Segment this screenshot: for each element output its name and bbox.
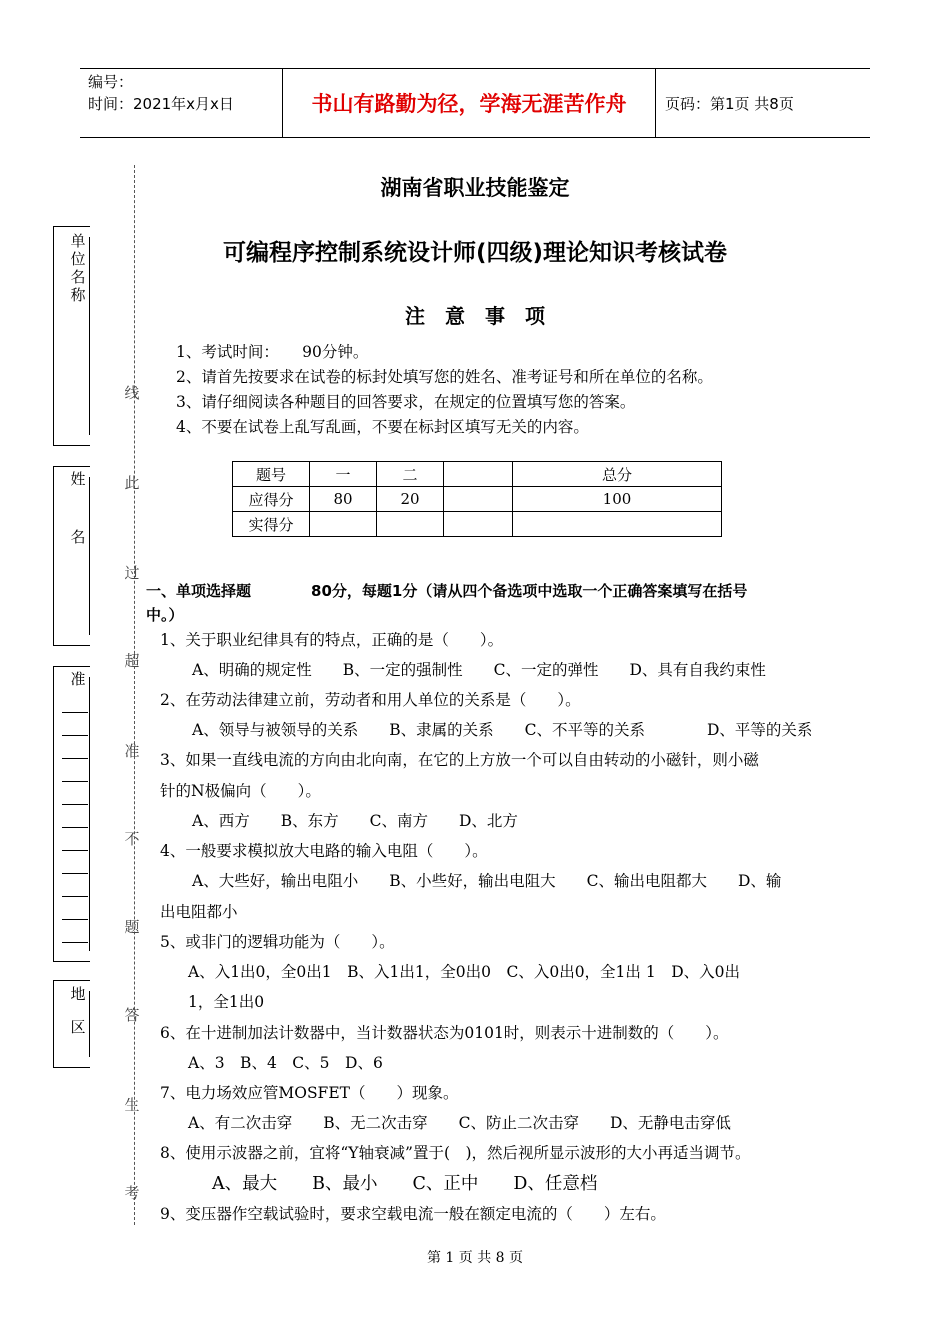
question-stem: 7、电力场效应管MOSFET（ ）现象。 <box>160 1084 459 1102</box>
question-options-cont: 1，全1出0 <box>188 993 265 1011</box>
cut-char: 题 <box>124 918 140 936</box>
section-heading-line2: 中。） <box>146 606 184 624</box>
question-stem: 1、关于职业纪律具有的特点，正确的是（ ）。 <box>160 631 504 649</box>
question-stem: 3、如果一直线电流的方向由北向南，在它的上方放一个可以自由转动的小磁针，则小磁 <box>160 751 759 769</box>
ticket-char: 准 <box>70 670 86 688</box>
header-meta <box>88 71 283 115</box>
unit-label: 单位名称 <box>70 232 86 304</box>
question-options-cont: 出电阻都小 <box>160 903 238 921</box>
question-stem: 2、在劳动法律建立前，劳动者和用人单位的关系是（ ）。 <box>160 691 581 709</box>
table-row <box>233 512 722 537</box>
cut-char: 线 <box>124 384 140 402</box>
cut-char: 考 <box>124 1184 140 1202</box>
notice-item: 3、请仔细阅读各种题目的回答要求，在规定的位置填写您的答案。 <box>176 393 636 411</box>
table-cell <box>444 512 513 537</box>
exam-title: 可编程序控制系统设计师(四级)理论知识考核试卷 <box>222 240 728 266</box>
region-label-b: 区 <box>70 1018 86 1036</box>
question-options: A、领导与被领导的关系 B、隶属的关系 C、不平等的关系 D、平等的关系 <box>192 721 813 739</box>
table-row <box>233 462 722 487</box>
table-cell: 20 <box>377 487 444 512</box>
section-heading-line1: 一、单项选择题 80分，每题1分（请从四个备选项中选取一个正确答案填写在括号 <box>146 582 748 600</box>
table-cell <box>444 462 513 487</box>
table-cell: 100 <box>513 487 722 512</box>
cut-char: 不 <box>124 830 140 848</box>
cut-char: 生 <box>124 1096 140 1114</box>
table-cell <box>513 512 722 537</box>
region-label-a: 地 <box>70 985 86 1003</box>
org-title: 湖南省职业技能鉴定 <box>380 176 570 200</box>
motto: 书山有路勤为径，学海无涯苦作舟 <box>282 69 656 137</box>
page-header <box>80 68 870 138</box>
question-options: A、入1出0，全0出1 B、入1出1，全0出0 C、入0出0，全1出 1 D、入0出 <box>188 963 741 981</box>
table-cell: 一 <box>310 462 377 487</box>
notice-item: 4、不要在试卷上乱写乱画，不要在标封区填写无关的内容。 <box>176 418 589 436</box>
table-cell: 80 <box>310 487 377 512</box>
page-counter: 页码：第1页 共8页 <box>665 94 794 113</box>
ticket-grid <box>62 690 88 948</box>
cut-char: 准 <box>124 742 140 760</box>
question-stem-cont: 针的N极偏向（ ）。 <box>160 782 321 800</box>
number-label: 编号： <box>88 73 134 91</box>
question-stem: 8、使用示波器之前，宜将“Y轴衰减”置于( )，然后视所显示波形的大小再适当调节。 <box>160 1144 751 1162</box>
table-cell <box>377 512 444 537</box>
question-options: A、最大 B、最小 C、正中 D、任意档 <box>212 1174 598 1194</box>
notice-item: 2、请首先按要求在试卷的标封处填写您的姓名、准考证号和所在单位的名称。 <box>176 368 713 386</box>
table-cell <box>310 512 377 537</box>
question-stem: 6、在十进制加法计数器中，当计数器状态为0101时，则表示十进制数的（ ）。 <box>160 1024 729 1042</box>
question-stem: 4、一般要求模拟放大电路的输入电阻（ ）。 <box>160 842 488 860</box>
name-box <box>53 466 90 646</box>
question-options: A、3 B、4 C、5 D、6 <box>188 1054 383 1072</box>
table-cell: 题号 <box>233 462 310 487</box>
table-cell <box>444 487 513 512</box>
question-stem: 5、或非门的逻辑功能为（ ）。 <box>160 933 395 951</box>
notice-item: 1、考试时间： 90分钟。 <box>176 343 369 361</box>
question-options: A、西方 B、东方 C、南方 D、北方 <box>192 812 518 830</box>
question-options: A、有二次击穿 B、无二次击穿 C、防止二次击穿 D、无静电击穿低 <box>188 1114 731 1132</box>
page-footer: 第 1 页 共 8 页 <box>426 1250 524 1266</box>
cut-char: 答 <box>124 1006 140 1024</box>
question-options: A、明确的规定性 B、一定的强制性 C、一定的弹性 D、具有自我约束性 <box>192 661 766 679</box>
score-table <box>232 461 722 537</box>
cut-char: 此 <box>124 474 140 492</box>
question-stem: 9、变压器作空载试验时，要求空载电流一般在额定电流的（ ）左右。 <box>160 1205 666 1223</box>
name-label-b: 名 <box>70 528 86 546</box>
cut-char: 超 <box>124 652 140 670</box>
notice-title: 注 意 事 项 <box>405 304 545 328</box>
table-cell: 总分 <box>513 462 722 487</box>
name-label-a: 姓 <box>70 470 86 488</box>
table-cell: 应得分 <box>233 487 310 512</box>
question-options: A、大些好，输出电阻小 B、小些好，输出电阻大 C、输出电阻都大 D、输 <box>192 872 782 890</box>
time-label: 时间：2021年x月x日 <box>88 95 234 113</box>
table-cell: 实得分 <box>233 512 310 537</box>
table-cell: 二 <box>377 462 444 487</box>
cut-char: 过 <box>124 564 140 582</box>
table-row <box>233 487 722 512</box>
